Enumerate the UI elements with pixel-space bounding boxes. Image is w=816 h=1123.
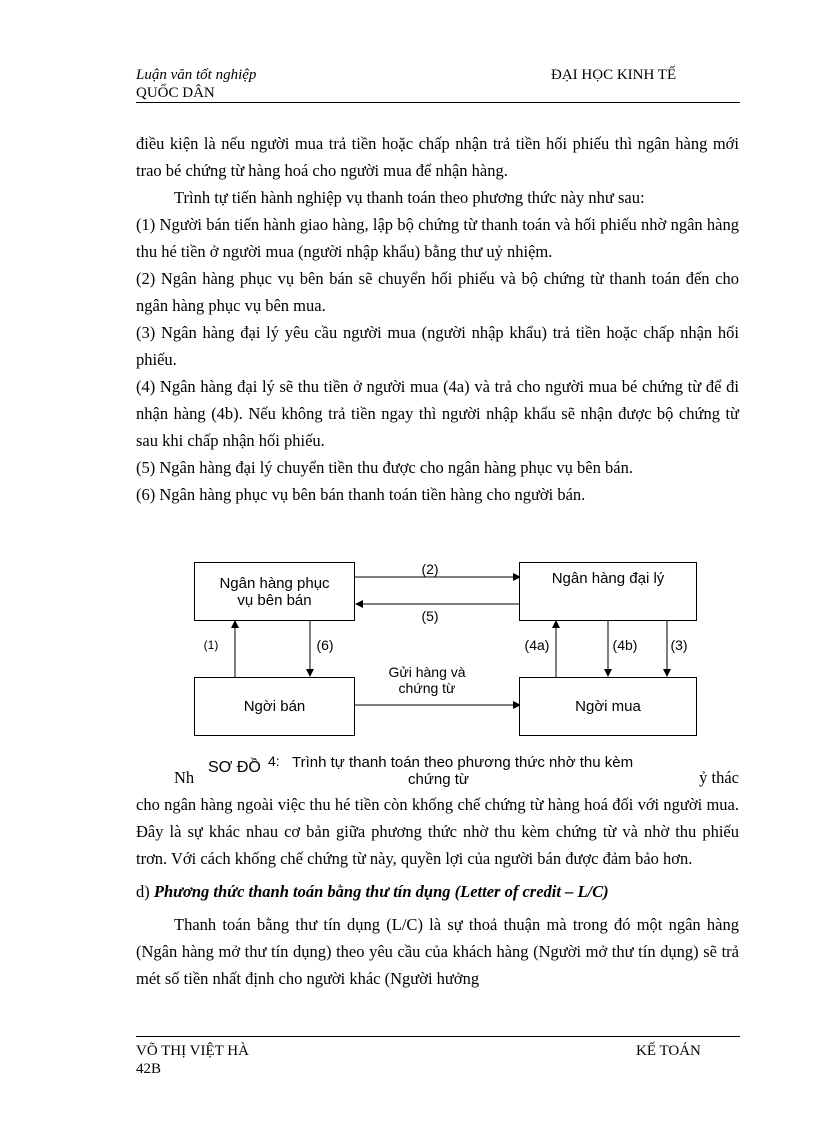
- header-university: ĐẠI HỌC KINH TẾ: [551, 67, 677, 83]
- box-seller-label: Ngời bán: [243, 698, 306, 715]
- header-university-suffix: QUỐC DÂN: [136, 85, 215, 101]
- label-2: (2): [421, 561, 439, 577]
- box-agent-bank-label: Ngân hàng đại lý: [551, 570, 665, 587]
- header-thesis-label: Luận văn tốt nghiệp: [136, 67, 257, 83]
- caption-line1: Trình tự thanh toán theo phương thức nhờ thu kèm: [292, 754, 634, 771]
- label-6: (6): [316, 637, 334, 653]
- box-agent-bank: [519, 562, 697, 621]
- footer-class: 42B: [136, 1061, 162, 1077]
- paragraph: cho ngân hàng ngoài việc thu hé tiền còn khống chế chứng từ hàng hoá đối với người mua. Đây là sự khác nhau cơ bản giữa phương thức nhờ thu kèm chứng từ và nhờ thu phiếu trơn. Với cách khống chế chứng từ này, quyền lợi của người bán được đảm bảo hơn.: [136, 795, 739, 868]
- footer-rule: [136, 1036, 740, 1037]
- label-3: (3): [670, 637, 688, 653]
- label-4b: (4b): [612, 637, 638, 653]
- paragraph: (6) Ngân hàng phục vụ bên bán thanh toán tiền hàng cho người bán.: [136, 485, 586, 504]
- caption-prefix: SƠ ĐỒ: [208, 759, 261, 776]
- paragraph: (2) Ngân hàng phục vụ bên bán sẽ chuyển hối phiếu và bộ chứng từ thanh toán đến cho ngân hàng phục vụ bên mua.: [136, 269, 739, 315]
- caption-line2: chứng từ: [408, 771, 469, 788]
- overlapped-end: ỷ thác: [699, 768, 739, 787]
- box-seller-bank-label: Ngân hàng phục vụ bên bán: [219, 574, 330, 609]
- box-buyer-label: Ngời mua: [575, 698, 641, 715]
- box-buyer: [519, 677, 697, 736]
- caption-number: 4:: [268, 753, 280, 769]
- overlapped-start: Nh: [174, 768, 195, 787]
- section-heading: [136, 878, 739, 905]
- box-seller-bank: [194, 562, 355, 621]
- paragraph: Thanh toán bằng thư tín dụng (L/C) là sự thoả thuận mà trong đó một ngân hàng (Ngân hàng mở thư tín dụng) theo yêu cầu của khách hàng (Người mở thư tín dụng) sẽ trả mét số tiền nhất định cho người khác (Người hưởng: [136, 915, 739, 988]
- box-seller: [194, 677, 355, 736]
- footer-author: VÕ THỊ VIỆT HÀ: [136, 1043, 249, 1059]
- section-heading-text: Phương thức thanh toán bằng thư tín dụng (Letter of credit – L/C): [153, 882, 609, 901]
- label-4a: (4a): [524, 637, 550, 653]
- label-goods-docs: Gửi hàng và chứng từ: [388, 664, 466, 696]
- label-5: (5): [421, 608, 439, 624]
- paragraph: (1) Người bán tiến hành giao hàng, lập bộ chứng từ thanh toán và hối phiếu nhờ ngân hàng thu hé tiền ở người mua (người nhập khẩu) bằng thư uỷ nhiệm.: [136, 215, 739, 261]
- paragraph: điều kiện là nếu người mua trả tiền hoặc chấp nhận trả tiền hối phiếu thì ngân hàng mới trao bé chứng từ hàng hoá cho người mua để nhận hàng.: [136, 134, 739, 180]
- section-heading-label: d): [136, 882, 150, 901]
- paragraph: Trình tự tiến hành nghiệp vụ thanh toán theo phương thức này như sau:: [174, 188, 645, 207]
- paragraph: (4) Ngân hàng đại lý sẽ thu tiền ở người mua (4a) và trả cho người mua bé chứng từ để đi nhận hàng (4b). Nếu không trả tiền ngay thì người nhập khẩu sẽ nhận được bộ chứng từ sau khi chấp nhận hối phiếu.: [136, 377, 739, 450]
- diagram-caption: [198, 753, 690, 789]
- paragraph: (5) Ngân hàng đại lý chuyển tiền thu được cho ngân hàng phục vụ bên bán.: [136, 458, 633, 477]
- body-text-bottom: [136, 764, 739, 992]
- paragraph: (3) Ngân hàng đại lý yêu cầu người mua (người nhập khẩu) trả tiền hoặc chấp nhận hối phiếu.: [136, 323, 739, 369]
- label-1: (1): [203, 638, 219, 652]
- footer-department: KẾ TOÁN: [636, 1043, 701, 1059]
